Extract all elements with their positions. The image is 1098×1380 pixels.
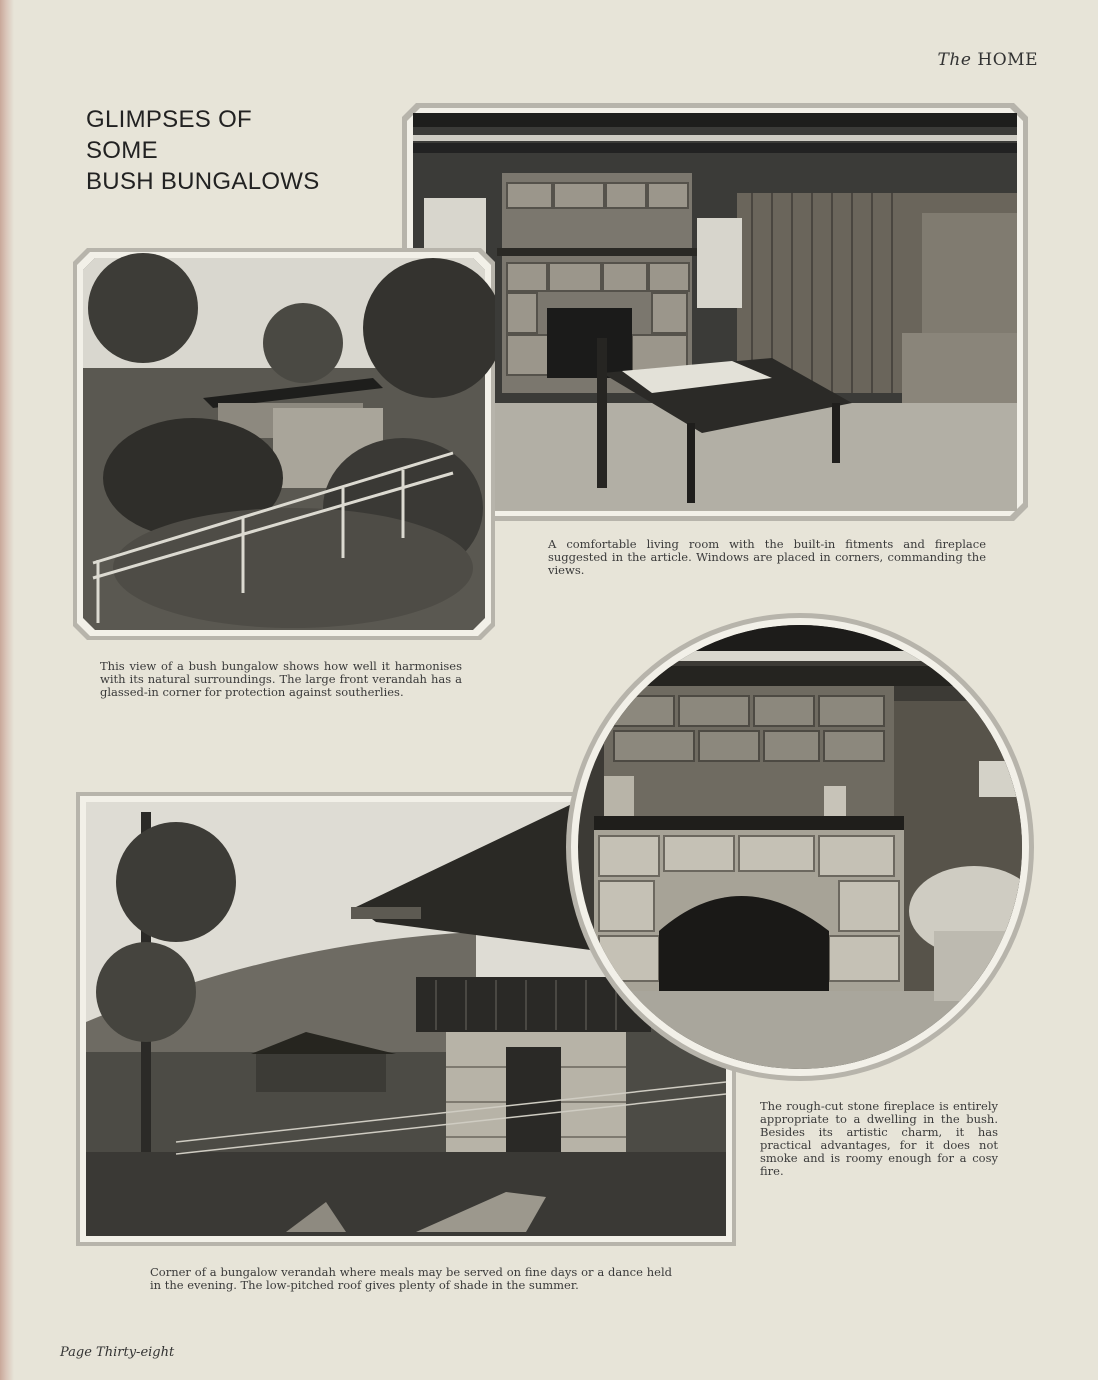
fireplace-photo [564, 611, 1036, 1083]
caption-bungalow-view: This view of a bush bungalow shows how well it harmonises with its natural surroundings. The large front verandah has a glassed-in corner for protection against southerlies. [100, 659, 462, 699]
page-number: Page Thirty-eight [60, 1345, 175, 1360]
page-binding-edge [0, 0, 14, 1380]
title-line-1: GLIMPSES OF [86, 106, 253, 133]
title-line-3: BUSH BUNGALOWS [86, 168, 320, 195]
bungalow-view-photo [73, 248, 495, 640]
running-header [938, 50, 1038, 70]
caption-verandah: Corner of a bungalow verandah where meals may be served on fine days or a dance held in the evening. The low-pitched roof gives plenty of shade in the summer. [150, 1265, 672, 1292]
header-magazine-name: HOME [977, 50, 1038, 70]
living-room-photo [402, 103, 1028, 521]
caption-living-room: A comfortable living room with the built-in fitments and fireplace suggested in the article. Windows are placed in corners, commanding the views. [548, 537, 986, 577]
caption-fireplace: The rough-cut stone fireplace is entirely appropriate to a dwelling in the bush. Besides its artistic charm, it has practical advantages, for it does not smoke and is roomy enough for a cosy fire. [760, 1099, 998, 1178]
page-title [86, 104, 386, 197]
title-line-2: SOME [86, 137, 158, 164]
header-italic: The [937, 50, 972, 70]
